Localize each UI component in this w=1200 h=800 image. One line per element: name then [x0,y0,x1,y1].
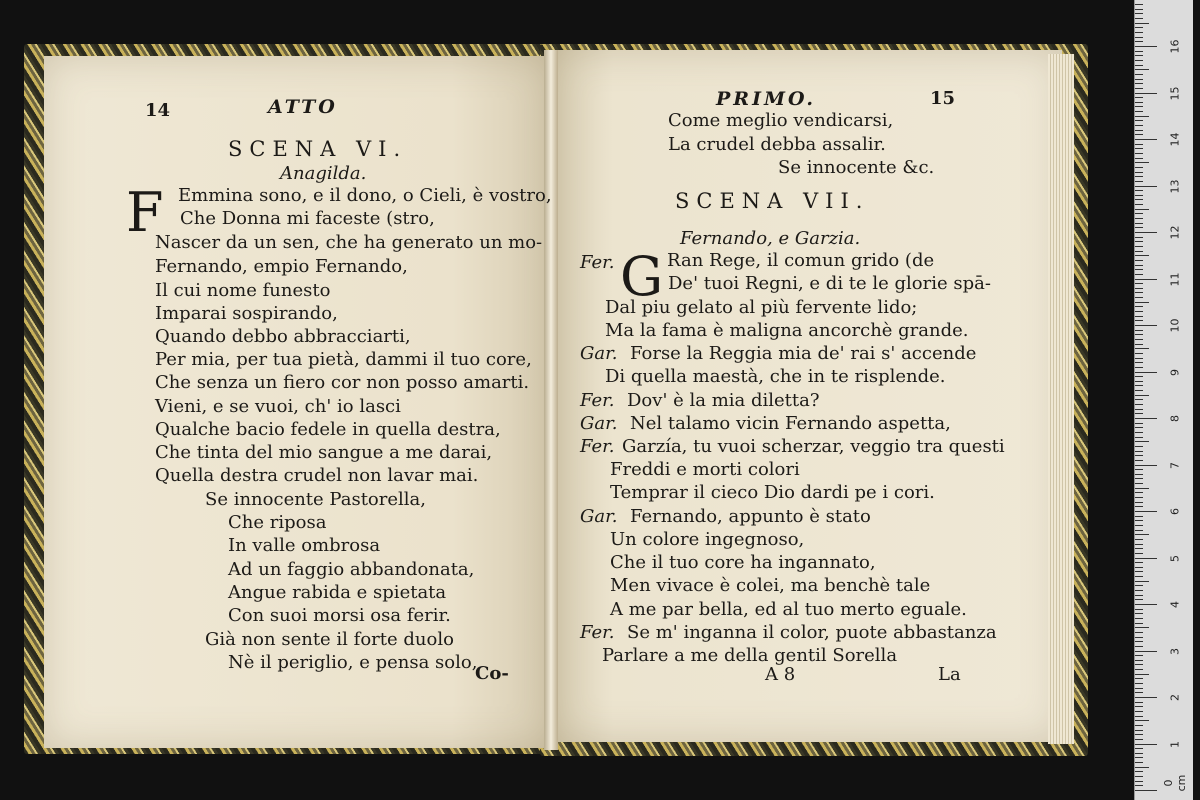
ruler-tick [1135,418,1157,419]
ruler-tick [1135,655,1143,656]
ruler-tick [1135,678,1143,679]
ruler-tick [1135,297,1143,298]
ruler-tick [1135,623,1143,624]
ruler-tick [1135,330,1143,331]
ruler-tick [1135,706,1143,707]
verse-line: Nascer da un sen, che ha generato un mo- [155,232,543,253]
ruler-tick [1135,688,1143,689]
ruler-tick [1135,213,1143,214]
ruler-tick [1135,320,1143,321]
ruler-tick [1135,134,1143,135]
ruler-tick [1135,660,1143,661]
ruler-tick [1135,232,1157,233]
ruler-tick [1135,237,1143,238]
dialogue-line: Se m' inganna il color, puote abbastanza [627,622,997,643]
ruler-tick [1135,79,1143,80]
ruler-tick [1135,130,1143,131]
ruler-tick [1135,627,1149,628]
ruler-label: 12 [1168,225,1182,240]
dialogue-line: A me par bella, ed al tuo merto eguale. [610,599,967,620]
ruler-label: 4 [1168,601,1182,608]
ruler-tick [1135,548,1143,549]
speaker-name: Anagilda. [280,163,367,184]
ruler-tick [1135,69,1149,70]
ruler-tick [1135,437,1143,438]
measurement-ruler [1134,0,1193,800]
verse-line: Come meglio vendicarsi, [668,110,894,131]
ruler-tick [1135,651,1157,652]
ruler-tick [1135,762,1143,763]
ruler-label: 11 [1168,272,1182,286]
verse-line: Angue rabida e spietata [228,582,447,603]
ruler-tick [1135,516,1143,517]
ruler-tick [1135,46,1157,47]
ruler-tick [1135,734,1143,735]
verse-line: Vieni, e se vuoi, ch' io lasci [155,396,401,417]
ruler-tick [1135,497,1143,498]
ruler-tick [1135,241,1143,242]
ruler-tick [1135,539,1143,540]
page-number: 14 [145,100,171,121]
ruler-tick [1135,716,1143,717]
ruler-tick [1135,32,1143,33]
ruler-tick [1135,720,1149,721]
ruler-tick [1135,390,1143,391]
book-gutter [544,50,558,750]
ruler-tick [1135,553,1143,554]
ruler-tick [1135,158,1143,159]
ruler-tick [1135,362,1143,363]
ruler-tick [1135,353,1143,354]
speaker-label: Fer. [580,436,615,457]
running-head: PRIMO. [716,88,817,110]
ruler-label: 10 [1168,318,1182,333]
ruler-tick [1135,218,1143,219]
ruler-label: 5 [1168,554,1182,562]
ruler-tick [1135,674,1149,675]
ruler-tick [1135,609,1143,610]
ruler-tick [1135,181,1143,182]
dialogue-line: Garzía, tu vuoi scherzar, veggio tra questi [622,436,1005,457]
ruler-tick [1135,637,1143,638]
ruler-tick [1135,525,1143,526]
ruler-tick [1135,93,1157,94]
dialogue-line: Forse la Reggia mia de' rai s' accende [630,343,977,364]
ruler-tick [1135,664,1143,665]
ruler-tick [1135,399,1143,400]
ruler-tick [1135,255,1149,256]
ruler-tick [1135,562,1143,563]
ruler-tick [1135,4,1143,5]
ruler-tick [1135,683,1143,684]
ruler-tick [1135,358,1143,359]
verse-line: Se innocente &c. [778,157,935,178]
ruler-tick [1135,223,1143,224]
speaker-label: Fer. [580,390,615,411]
running-head: ATTO [268,96,338,118]
ruler-tick [1135,265,1143,266]
ruler-tick [1135,585,1143,586]
ruler-tick [1135,311,1143,312]
ruler-tick [1135,595,1143,596]
page-block-edge [1048,54,1074,744]
dialogue-line: Ma la fama è maligna ancorchè grande. [605,320,969,341]
ruler-tick [1135,283,1143,284]
ruler-tick [1135,776,1143,777]
verse-line: Fernando, empio Fernando, [155,256,408,277]
ruler-label: 2 [1168,694,1182,701]
page-number: 15 [930,88,956,109]
ruler-tick [1135,23,1149,24]
ruler-tick [1135,195,1143,196]
ruler-tick [1135,9,1143,10]
ruler-tick [1135,27,1143,28]
ruler-tick [1135,632,1143,633]
ruler-tick [1135,246,1143,247]
ruler-tick [1135,344,1143,345]
ruler-label: 7 [1168,461,1182,469]
ruler-tick [1135,711,1143,712]
ruler-tick [1135,13,1143,14]
ruler-tick [1135,167,1143,168]
verse-line: Se innocente Pastorella, [205,489,426,510]
ruler-tick [1135,739,1143,740]
ruler-tick [1135,125,1143,126]
catchword: Co- [475,663,509,684]
ruler-tick [1135,590,1143,591]
speaker-label: Fer. [580,622,615,643]
verse-line: Che Donna mi faceste (stro, [180,208,435,229]
ruler-tick [1135,251,1143,252]
ruler-tick [1135,339,1143,340]
ruler-label: 1 [1168,740,1182,748]
dialogue-line: Un colore ingegnoso, [610,529,805,550]
ruler-tick [1135,748,1143,749]
ruler-tick [1135,483,1143,484]
ruler-tick [1135,446,1143,447]
ruler-tick [1135,767,1149,768]
ruler-tick [1135,599,1143,600]
verse-line: La crudel debba assalir. [668,134,886,155]
ruler-tick [1135,348,1149,349]
ruler-tick [1135,381,1143,382]
ruler-tick [1135,376,1143,377]
dialogue-line: Ran Rege, il comun grido (de [667,250,935,271]
ruler-tick [1135,604,1157,605]
ruler-tick [1135,427,1143,428]
ruler-tick [1135,455,1143,456]
speaker-label: Fer. [580,252,615,273]
ruler-tick [1135,646,1143,647]
verse-line: Per mia, per tua pietà, dammi il tuo core, [155,349,532,370]
ruler-tick [1135,753,1143,754]
ruler-tick [1135,269,1143,270]
ruler-tick [1135,41,1143,42]
dialogue-line: Parlare a me della gentil Sorella [602,645,898,666]
verse-line: Ad un faggio abbandonata, [228,559,475,580]
ruler-tick [1135,102,1143,103]
ruler-tick [1135,451,1143,452]
verse-line: Imparai sospirando, [155,303,338,324]
ruler-tick [1135,404,1143,405]
speaker-label: Gar. [580,343,618,364]
verse-line: Il cui nome funesto [155,280,331,301]
ruler-tick [1135,279,1157,280]
verse-line: Che senza un fiero cor non posso amarti. [155,372,530,393]
speaker-label: Gar. [580,413,618,434]
ruler-tick [1135,116,1149,117]
verse-line: In valle ombrosa [228,535,381,556]
ruler-tick [1135,581,1149,582]
ruler-tick [1135,478,1143,479]
ruler-tick [1135,534,1149,535]
characters-line: Fernando, e Garzia. [680,228,861,249]
ruler-tick [1135,199,1143,200]
ruler-tick [1135,702,1143,703]
ruler-tick [1135,474,1143,475]
ruler-tick [1135,306,1143,307]
ruler-tick [1135,148,1143,149]
ruler-tick [1135,83,1143,84]
ruler-tick [1135,372,1157,373]
ruler-tick [1135,669,1143,670]
ruler-tick [1135,186,1157,187]
verse-line: Già non sente il forte duolo [205,629,454,650]
ruler-tick [1135,51,1143,52]
verse-line: Che riposa [228,512,327,533]
ruler-tick [1135,441,1149,442]
verse-line: Quando debbo abbracciarti, [155,326,411,347]
ruler-tick [1135,144,1143,145]
ruler-tick [1135,725,1143,726]
scene-heading: SCENA VII. [675,189,870,213]
signature-mark: A 8 [765,664,796,685]
drop-cap: F [126,181,164,244]
ruler-tick [1135,571,1143,572]
ruler-tick [1135,790,1157,791]
ruler-tick [1135,567,1143,568]
ruler-tick [1135,139,1157,140]
ruler-label: 8 [1168,415,1182,422]
ruler-tick [1135,162,1149,163]
verse-line: Con suoi morsi osa ferir. [228,605,451,626]
ruler-tick [1135,334,1143,335]
ruler-tick [1135,469,1143,470]
ruler-tick [1135,576,1143,577]
dialogue-line: Dov' è la mia diletta? [627,390,820,411]
ruler-tick [1135,530,1143,531]
ruler-tick [1135,209,1149,210]
ruler-tick [1135,613,1143,614]
ruler-tick [1135,409,1143,410]
ruler-tick [1135,785,1143,786]
ruler-tick [1135,106,1143,107]
ruler-tick [1135,274,1143,275]
ruler-tick [1135,730,1143,731]
scene-heading: SCENA VI. [228,137,408,161]
ruler-tick [1135,511,1157,512]
catchword: La [938,664,961,685]
ruler-tick [1135,97,1143,98]
ruler-tick [1135,506,1143,507]
ruler-label: 3 [1168,647,1182,655]
ruler-label: 6 [1168,508,1182,515]
ruler-tick [1135,111,1143,112]
dialogue-line: Che il tuo core ha ingannato, [610,552,876,573]
ruler-tick [1135,292,1143,293]
ruler-tick [1135,227,1143,228]
speaker-label: Gar. [580,506,618,527]
dialogue-line: Dal piu gelato al più fervente lido; [605,297,918,318]
ruler-tick [1135,172,1143,173]
ruler-tick [1135,325,1157,326]
ruler-tick [1135,260,1143,261]
ruler-tick [1135,55,1143,56]
ruler-tick [1135,488,1149,489]
ruler-label: 14 [1168,132,1182,147]
ruler-tick [1135,697,1157,698]
ruler-tick [1135,744,1157,745]
dialogue-line: De' tuoi Regni, e di te le glorie spā- [668,273,991,294]
ruler-tick [1135,204,1143,205]
verse-line: Che tinta del mio sangue a me darai, [155,442,493,463]
verse-line: Quella destra crudel non lavar mai. [155,465,479,486]
ruler-tick [1135,544,1143,545]
ruler-tick [1135,18,1143,19]
dialogue-line: Nel talamo vicin Fernando aspetta, [630,413,951,434]
ruler-tick [1135,120,1143,121]
ruler-label: 0 cm [1162,774,1188,792]
ruler-tick [1135,316,1143,317]
ruler-tick [1135,176,1143,177]
verse-line: Nè il periglio, e pensa solo, [228,652,478,673]
ruler-tick [1135,460,1143,461]
ruler-tick [1135,423,1143,424]
dialogue-line: Men vivace è colei, ma benchè tale [610,575,931,596]
ruler-tick [1135,190,1143,191]
ruler-tick [1135,302,1149,303]
dialogue-line: Di quella maestà, che in te risplende. [605,366,946,387]
ruler-tick [1135,641,1143,642]
ruler-tick [1135,520,1143,521]
ruler-tick [1135,385,1143,386]
ruler-tick [1135,771,1143,772]
ruler-tick [1135,492,1143,493]
ruler-tick [1135,781,1143,782]
dialogue-line: Fernando, appunto è stato [630,506,871,527]
ruler-tick [1135,757,1143,758]
ruler-tick [1135,395,1149,396]
ruler-tick [1135,288,1143,289]
dialogue-line: Freddi e morti colori [610,459,800,480]
ruler-tick [1135,692,1143,693]
ruler-label: 16 [1168,39,1182,54]
ruler-tick [1135,432,1143,433]
ruler-tick [1135,74,1143,75]
ruler-tick [1135,618,1143,619]
dialogue-line: Temprar il cieco Dio dardi pe i cori. [610,482,935,503]
ruler-tick [1135,88,1143,89]
ruler-tick [1135,413,1143,414]
ruler-tick [1135,60,1143,61]
ruler-tick [1135,465,1157,466]
verse-line: Qualche bacio fedele in quella destra, [155,419,501,440]
ruler-label: 13 [1168,179,1182,193]
ruler-label: 9 [1168,368,1182,376]
verse-line: Emmina sono, e il dono, o Cieli, è vostro, [178,185,552,206]
ruler-tick [1135,367,1143,368]
ruler-tick [1135,558,1157,559]
ruler-label: 15 [1168,86,1182,100]
drop-cap: G [620,245,664,308]
ruler-tick [1135,502,1143,503]
ruler-tick [1135,65,1143,66]
ruler-tick [1135,153,1143,154]
ruler-tick [1135,37,1143,38]
